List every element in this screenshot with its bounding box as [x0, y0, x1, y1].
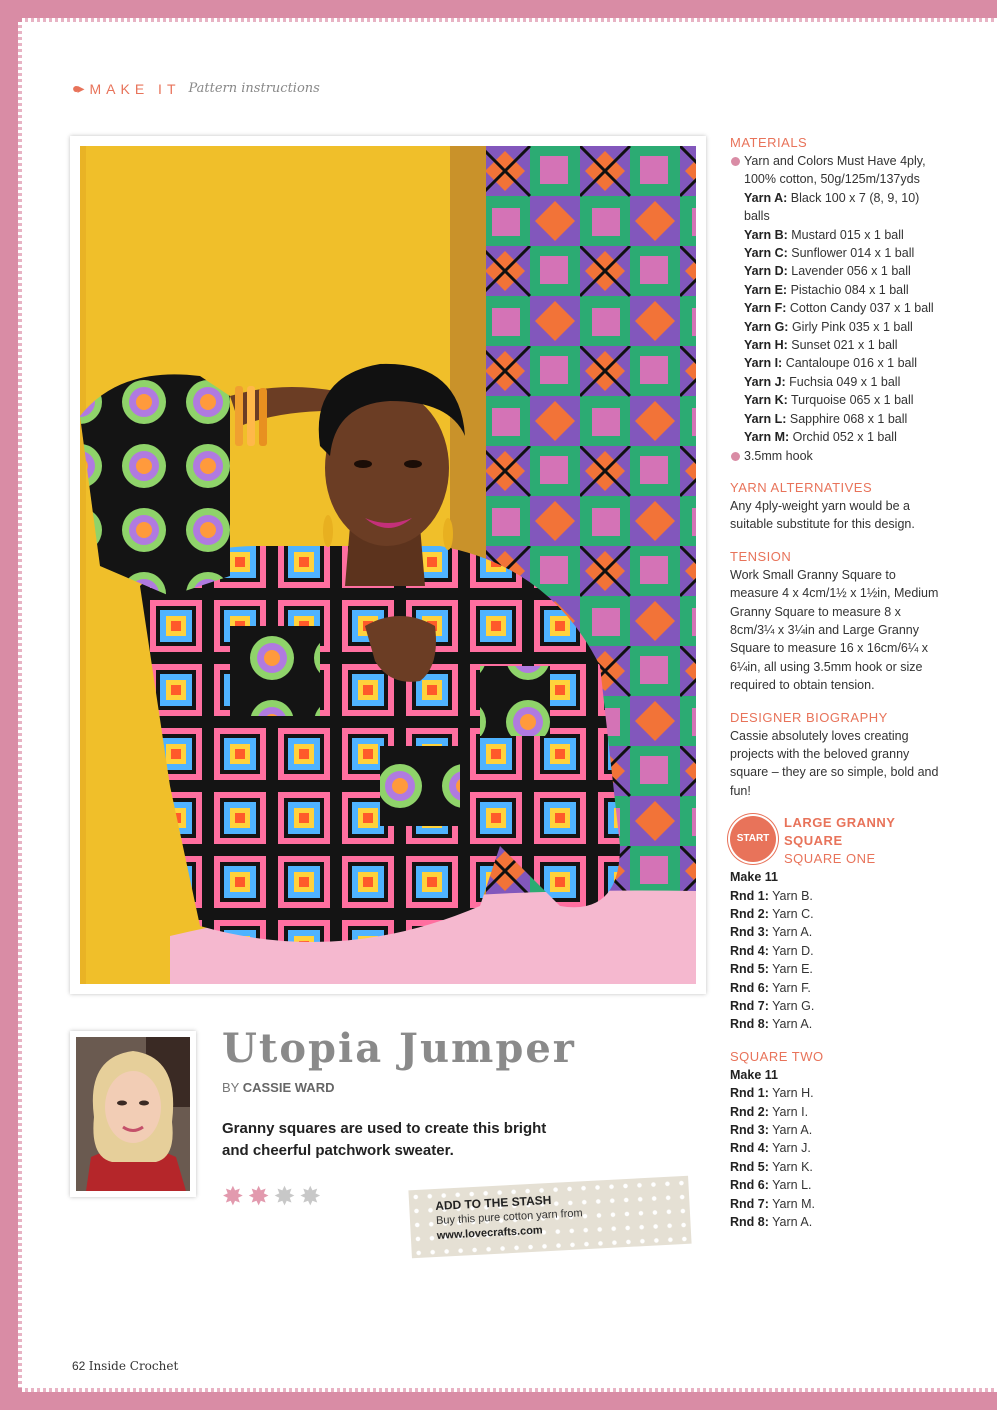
item-value: Yarn A. — [772, 1017, 813, 1032]
arrow-icon: ●▸ — [72, 80, 82, 96]
pattern-description: Granny squares are used to create this bright and cheerful patchwork sweater. — [222, 1120, 547, 1159]
author-photo — [76, 1037, 190, 1191]
start-badge: START — [730, 816, 776, 862]
page-footer — [72, 1359, 178, 1373]
star-icon: ✸ — [247, 1181, 270, 1211]
square-one-make: Make 11 — [730, 870, 778, 885]
main-photo-frame — [70, 136, 706, 994]
item-label: Rnd 3: — [730, 925, 769, 940]
page-number: 62 — [72, 1359, 86, 1373]
section-label: MAKE IT — [89, 80, 181, 97]
page-border-top — [22, 18, 997, 22]
list-item — [730, 336, 940, 354]
item-label: Yarn G: — [744, 319, 789, 334]
item-label: Yarn B: — [744, 227, 788, 242]
large-square-heading: LARGE GRANNY SQUARE — [784, 815, 896, 849]
item-label: Yarn E: — [744, 282, 788, 297]
list-item — [730, 281, 940, 299]
large-square-header — [730, 814, 940, 868]
list-item — [730, 1103, 940, 1121]
list-item — [730, 1121, 940, 1139]
item-label: Rnd 5: — [730, 962, 769, 977]
item-label: Rnd 6: — [730, 980, 769, 995]
list-item — [730, 189, 940, 226]
list-item — [730, 226, 940, 244]
star-icon: ✸ — [273, 1181, 296, 1211]
star-icon: ✸ — [299, 1181, 322, 1211]
item-value: Yarn I. — [772, 1104, 809, 1119]
alternatives-section — [730, 479, 940, 534]
item-label: Yarn J: — [744, 374, 786, 389]
item-value: Black 100 x 7 (8, 9, 10) balls — [744, 190, 920, 224]
stash-title: ADD TO THE STASH — [434, 1192, 552, 1213]
item-value: Girly Pink 035 x 1 ball — [791, 319, 913, 334]
item-label: Rnd 6: — [730, 1178, 769, 1193]
page-border-left — [18, 22, 22, 1388]
list-item — [730, 1158, 940, 1176]
byline — [222, 1080, 334, 1095]
item-value: Yarn L. — [772, 1178, 812, 1193]
alternatives-text: Any 4ply-weight yarn would be a suitable substitute for this design. — [730, 498, 915, 532]
item-label: Yarn I: — [744, 356, 783, 371]
item-value: Yarn D. — [772, 943, 814, 958]
yarn-list — [730, 189, 940, 447]
item-label: Rnd 8: — [730, 1215, 769, 1230]
page-border-bottom — [22, 1388, 997, 1392]
item-value: Yarn H. — [772, 1086, 814, 1101]
item-value: Mustard 015 x 1 ball — [791, 227, 904, 242]
list-item — [730, 1176, 940, 1194]
list-item — [730, 299, 940, 317]
materials-section — [730, 134, 940, 465]
section-subtitle: Pattern instructions — [188, 81, 320, 96]
item-value: Yarn A. — [772, 1123, 813, 1138]
list-item — [730, 1139, 940, 1157]
item-value: Cotton Candy 037 x 1 ball — [789, 301, 934, 316]
star-icon: ✸ — [222, 1181, 244, 1211]
list-item — [730, 1213, 940, 1231]
item-label: Rnd 8: — [730, 1017, 769, 1032]
biography-section — [730, 709, 940, 801]
item-label: Yarn K: — [744, 393, 788, 408]
alternatives-heading: YARN ALTERNATIVES — [730, 479, 873, 495]
item-value: Yarn E. — [772, 962, 813, 977]
biography-heading: DESIGNER BIOGRAPHY — [730, 709, 888, 725]
item-value: Yarn A. — [772, 1215, 813, 1230]
item-value: Yarn F. — [772, 980, 811, 995]
item-value: Sunset 021 x 1 ball — [791, 338, 898, 353]
list-item — [730, 923, 940, 941]
item-label: Rnd 3: — [730, 1123, 769, 1138]
item-label: Yarn A: — [744, 190, 788, 205]
list-item — [730, 960, 940, 978]
pattern-title: Utopia Jumper — [222, 1025, 576, 1072]
list-item — [730, 410, 940, 428]
stash-link[interactable]: www.lovecrafts.com — [436, 1224, 543, 1242]
item-label: Rnd 2: — [730, 907, 769, 921]
list-item — [730, 905, 940, 923]
item-value: Cantaloupe 016 x 1 ball — [785, 356, 918, 371]
item-label: Rnd 7: — [730, 999, 769, 1014]
tension-text: Work Small Granny Square to measure 4 x 4cm/1½ x 1½in, Medium Granny Square to measure 8 x 8cm/3¼ x 3¼in and Large Granny Square to measure 16 x 16cm/6¼ x 6¼in, all using 3.5mm hook or size required to obtain tension. — [730, 567, 939, 693]
item-value: Yarn K. — [772, 1159, 813, 1174]
item-label: Rnd 1: — [730, 1086, 769, 1101]
item-label: Rnd 2: — [730, 1104, 769, 1119]
tension-heading: TENSION — [730, 548, 792, 564]
author-photo-frame — [70, 1031, 196, 1197]
item-value: Turquoise 065 x 1 ball — [791, 393, 914, 408]
item-value: Sapphire 068 x 1 ball — [789, 411, 908, 426]
item-value: Yarn G. — [772, 999, 815, 1014]
item-label: Yarn D: — [744, 264, 788, 279]
list-item — [730, 428, 940, 446]
item-label: Yarn M: — [744, 430, 790, 445]
list-item — [730, 979, 940, 997]
item-label: Rnd 4: — [730, 943, 769, 958]
list-item — [730, 391, 940, 409]
list-item — [730, 318, 940, 336]
square-one-section — [730, 868, 940, 1034]
stash-text: Buy this pure cotton yarn from — [435, 1207, 583, 1227]
list-item — [730, 1084, 940, 1102]
biography-text: Cassie absolutely loves creating projects with the beloved granny square – they are so simple, bold and fun! — [730, 728, 939, 798]
list-item — [730, 373, 940, 391]
item-label: Rnd 1: — [730, 888, 769, 903]
square-one-rounds — [730, 887, 940, 1034]
yarn-intro: Yarn and Colors Must Have 4ply, 100% cotton, 50g/125m/137yds — [730, 152, 940, 189]
hook-item: 3.5mm hook — [730, 447, 940, 465]
list-item — [730, 1015, 940, 1033]
item-label: Yarn C: — [744, 246, 788, 261]
byline-prefix: BY — [222, 1080, 240, 1095]
square-two-section — [730, 1048, 940, 1232]
item-label: Rnd 5: — [730, 1159, 769, 1174]
list-item — [730, 997, 940, 1015]
item-value: Yarn M. — [772, 1196, 815, 1211]
list-item — [730, 262, 940, 280]
item-label: Yarn L: — [744, 411, 787, 426]
list-item — [730, 354, 940, 372]
item-value: Orchid 052 x 1 ball — [792, 430, 897, 445]
item-value: Fuchsia 049 x 1 ball — [789, 374, 901, 389]
square-two-rounds — [730, 1084, 940, 1231]
item-value: Sunflower 014 x 1 ball — [791, 246, 915, 261]
item-label: Rnd 7: — [730, 1196, 769, 1211]
square-two-heading: SQUARE TWO — [730, 1048, 824, 1064]
square-one-heading: SQUARE ONE — [784, 851, 876, 867]
list-item — [730, 244, 940, 262]
section-header — [72, 80, 320, 97]
materials-heading: MATERIALS — [730, 135, 808, 150]
magazine-name: Inside Crochet — [88, 1359, 179, 1373]
list-item — [730, 1195, 940, 1213]
item-value: Pistachio 084 x 1 ball — [790, 282, 909, 297]
item-value: Lavender 056 x 1 ball — [791, 264, 911, 279]
item-label: Rnd 4: — [730, 1141, 769, 1156]
difficulty-rating — [222, 1183, 321, 1209]
item-label: Yarn H: — [744, 338, 788, 353]
item-value: Yarn C. — [772, 907, 814, 921]
list-item — [730, 887, 940, 905]
byline-author: CASSIE WARD — [242, 1080, 335, 1095]
model-photo — [80, 146, 696, 984]
tension-section — [730, 548, 940, 695]
list-item — [730, 942, 940, 960]
item-value: Yarn J. — [772, 1141, 811, 1156]
square-two-make: Make 11 — [730, 1067, 778, 1082]
item-value: Yarn A. — [772, 925, 813, 940]
pattern-sidebar — [730, 134, 940, 1246]
item-label: Yarn F: — [744, 301, 787, 316]
item-value: Yarn B. — [772, 888, 813, 903]
